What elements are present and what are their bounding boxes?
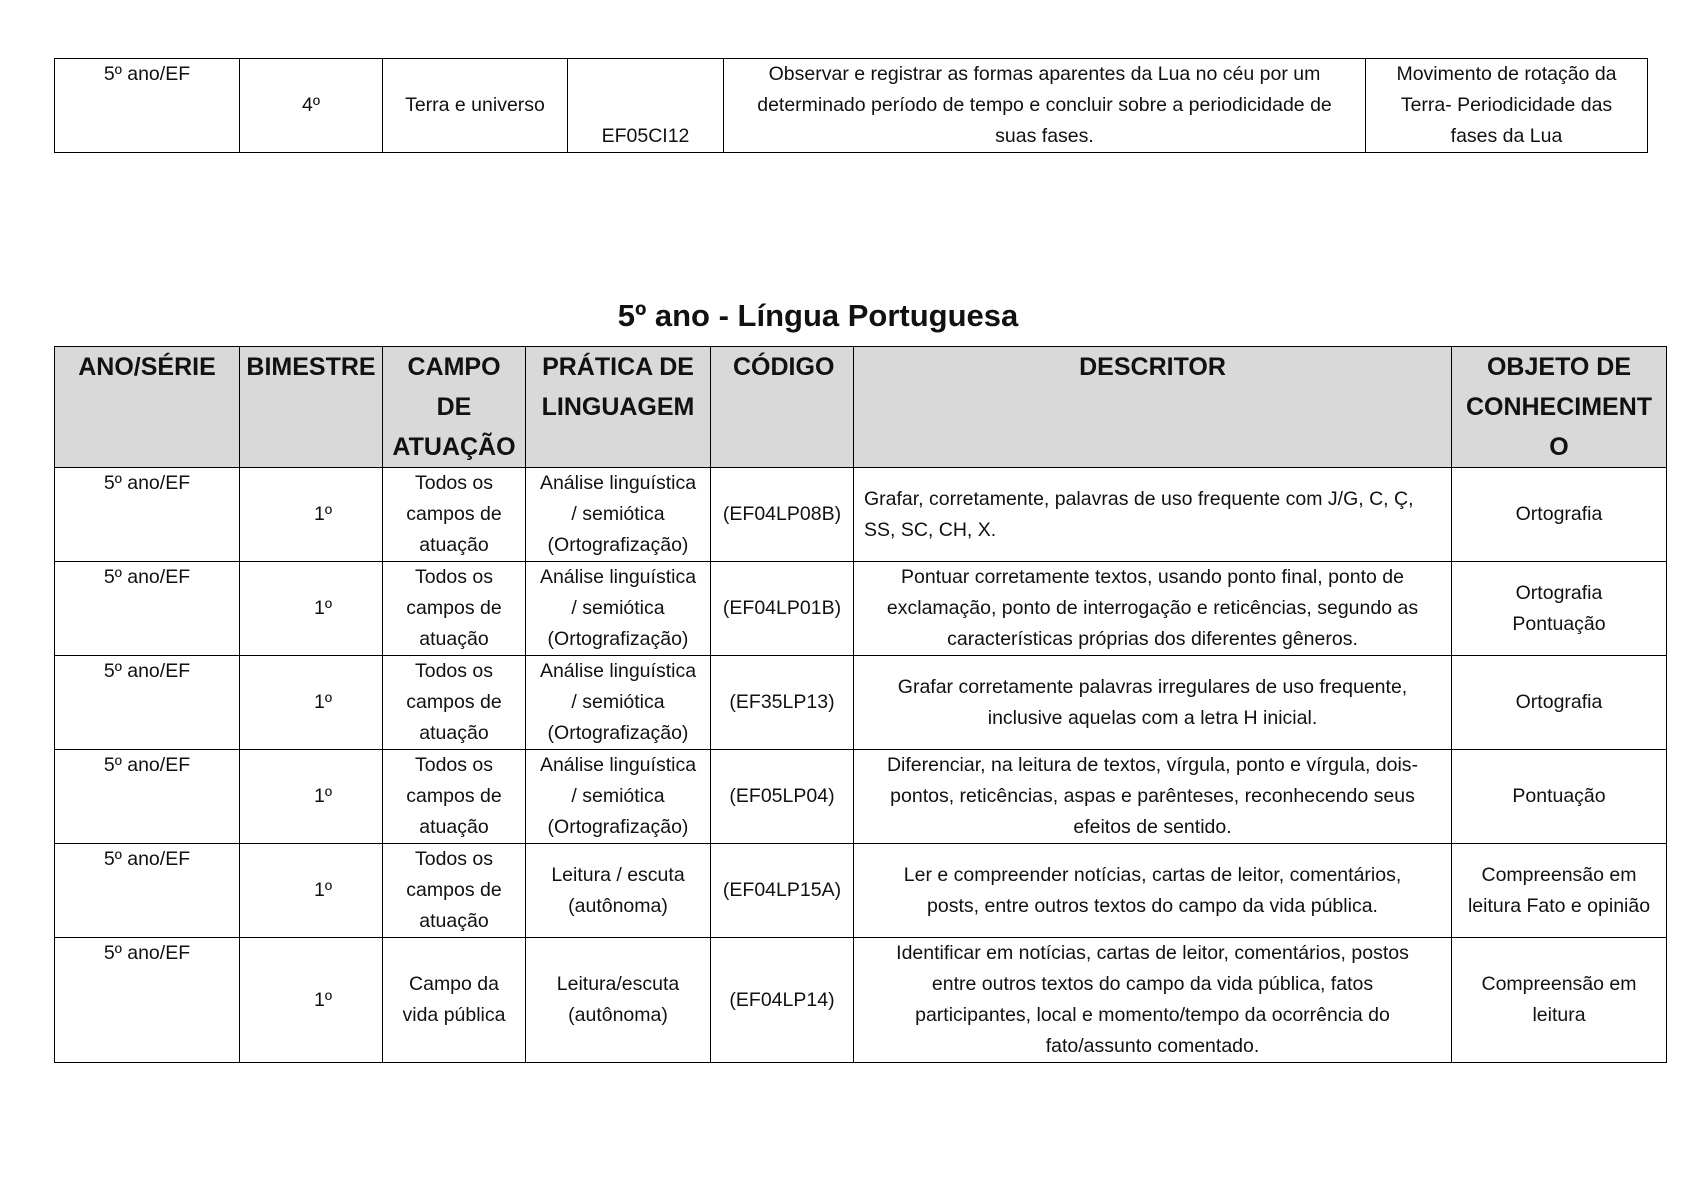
header-pratica: PRÁTICA DE LINGUAGEM xyxy=(526,347,711,468)
cell-descritor: Pontuar corretamente textos, usando ponto final, ponto de exclamação, ponto de interrogação e reticências, segundo as características próprias dos diferentes gêneros. xyxy=(854,562,1452,656)
cell-campo: Todos os campos de atuação xyxy=(383,468,526,562)
cell-campo: Terra e universo xyxy=(383,59,568,153)
table-row xyxy=(55,562,1667,656)
cell-codigo: (EF04LP01B) xyxy=(711,562,854,656)
cell-descritor: Grafar, corretamente, palavras de uso frequente com J/G, C, Ç, SS, SC, CH, X. xyxy=(854,468,1452,562)
cell-campo: Campo da vida pública xyxy=(383,938,526,1063)
header-codigo: CÓDIGO xyxy=(711,347,854,468)
cell-pratica: Análise linguística / semiótica (Ortografização) xyxy=(526,468,711,562)
cell-ano: 5º ano/EF xyxy=(55,938,240,1063)
cell-descritor: Identificar em notícias, cartas de leitor, comentários, postos entre outros textos do campo da vida pública, fatos participantes, local e momento/tempo da ocorrência do fato/assunto comentado. xyxy=(854,938,1452,1063)
cell-codigo: EF05CI12 xyxy=(568,59,724,153)
cell-objeto: Movimento de rotação da Terra- Periodicidade das fases da Lua xyxy=(1366,59,1648,153)
table-row xyxy=(55,938,1667,1063)
cell-campo: Todos os campos de atuação xyxy=(383,750,526,844)
table-row xyxy=(55,59,1648,153)
header-campo: CAMPO DE ATUAÇÃO xyxy=(383,347,526,468)
cell-descritor: Observar e registrar as formas aparentes da Lua no céu por um determinado período de tempo e concluir sobre a periodicidade de suas fases. xyxy=(724,59,1366,153)
cell-codigo: (EF35LP13) xyxy=(711,656,854,750)
cell-pratica: Leitura / escuta (autônoma) xyxy=(526,844,711,938)
header-row xyxy=(55,347,1667,468)
cell-pratica: Análise linguística / semiótica (Ortografização) xyxy=(526,750,711,844)
cell-bimestre: 1º xyxy=(240,844,383,938)
previous-science-table xyxy=(54,58,1648,153)
cell-objeto: Ortografia xyxy=(1452,656,1667,750)
table-row xyxy=(55,750,1667,844)
cell-ano: 5º ano/EF xyxy=(55,562,240,656)
cell-descritor: Diferenciar, na leitura de textos, vírgula, ponto e vírgula, dois- pontos, reticências, aspas e parênteses, reconhecendo seus efeitos de sentido. xyxy=(854,750,1452,844)
cell-objeto: Ortografia Pontuação xyxy=(1452,562,1667,656)
table-row xyxy=(55,844,1667,938)
cell-ano: 5º ano/EF xyxy=(55,844,240,938)
cell-objeto: Compreensão em leitura Fato e opinião xyxy=(1452,844,1667,938)
table-row xyxy=(55,468,1667,562)
cell-bimestre: 1º xyxy=(240,562,383,656)
cell-objeto: Pontuação xyxy=(1452,750,1667,844)
cell-descritor: Grafar corretamente palavras irregulares de uso frequente, inclusive aquelas com a letra H inicial. xyxy=(854,656,1452,750)
cell-bimestre: 4º xyxy=(240,59,383,153)
cell-ano: 5º ano/EF xyxy=(55,468,240,562)
cell-objeto: Ortografia xyxy=(1452,468,1667,562)
cell-ano: 5º ano/EF xyxy=(55,656,240,750)
portuguese-curriculum-table xyxy=(54,346,1667,1063)
cell-bimestre: 1º xyxy=(240,938,383,1063)
cell-pratica: Leitura/escuta (autônoma) xyxy=(526,938,711,1063)
cell-objeto: Compreensão em leitura xyxy=(1452,938,1667,1063)
cell-bimestre: 1º xyxy=(240,750,383,844)
cell-codigo: (EF04LP14) xyxy=(711,938,854,1063)
header-bimestre: BIMESTRE xyxy=(240,347,383,468)
cell-bimestre: 1º xyxy=(240,468,383,562)
cell-bimestre: 1º xyxy=(240,656,383,750)
cell-descritor: Ler e compreender notícias, cartas de leitor, comentários, posts, entre outros textos do campo da vida pública. xyxy=(854,844,1452,938)
cell-ano: 5º ano/EF xyxy=(55,59,240,153)
cell-codigo: (EF05LP04) xyxy=(711,750,854,844)
cell-codigo: (EF04LP08B) xyxy=(711,468,854,562)
header-ano-serie: ANO/SÉRIE xyxy=(55,347,240,468)
cell-codigo: (EF04LP15A) xyxy=(711,844,854,938)
cell-ano: 5º ano/EF xyxy=(55,750,240,844)
cell-pratica: Análise linguística / semiótica (Ortografização) xyxy=(526,656,711,750)
header-descritor: DESCRITOR xyxy=(854,347,1452,468)
cell-campo: Todos os campos de atuação xyxy=(383,656,526,750)
table-row xyxy=(55,656,1667,750)
header-objeto: OBJETO DE CONHECIMENT O xyxy=(1452,347,1667,468)
cell-campo: Todos os campos de atuação xyxy=(383,562,526,656)
cell-campo: Todos os campos de atuação xyxy=(383,844,526,938)
section-title: 5º ano - Língua Portuguesa xyxy=(617,298,1019,333)
cell-pratica: Análise linguística / semiótica (Ortografização) xyxy=(526,562,711,656)
